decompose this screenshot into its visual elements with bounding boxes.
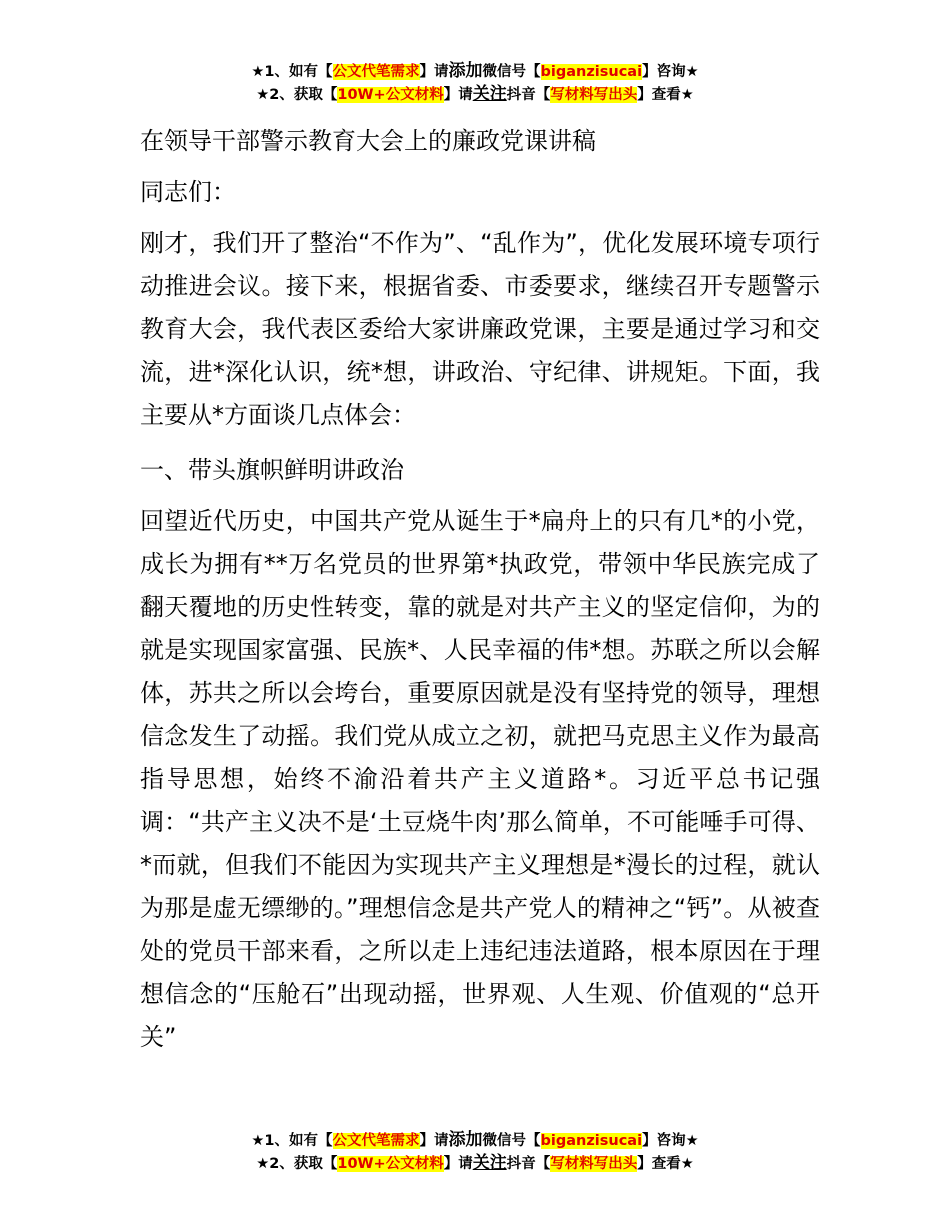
section-heading: 一、带头旗帜鲜明讲政治 [140,456,404,484]
highlight-materials: 10W+公文材料 [337,1156,444,1172]
banner-line-2: ★2、获取【10W+公文材料】请关注抖音【写材料写出头】查看★ [256,84,694,104]
highlight-ghostwriting: 公文代笔需求 [332,64,420,80]
highlight-wechat-id: biganzisucai [540,1133,643,1149]
banner-line-1: ★1、如有【公文代笔需求】请添加微信号【biganzisucai】咨询★ [251,61,699,81]
document-body [140,120,820,1071]
document-title: 在领导干部警示教育大会上的廉政党课讲稿 [140,127,596,155]
banner-line-2: ★2、获取【10W+公文材料】请关注抖音【写材料写出头】查看★ [256,1153,694,1173]
star-icon: ★ [685,1133,699,1149]
highlight-materials: 10W+公文材料 [337,87,444,103]
salutation: 同志们： [140,178,236,206]
banner-line-1: ★1、如有【公文代笔需求】请添加微信号【biganzisucai】咨询★ [251,1130,699,1150]
star-icon: ★ [680,87,694,103]
highlight-douyin-id: 写材料写出头 [550,1156,638,1172]
highlight-wechat-id: biganzisucai [540,64,643,80]
star-icon: ★ [256,1156,270,1172]
highlight-douyin-id: 写材料写出头 [550,87,638,103]
body-paragraph: 回望近代历史，中国共产党从诞生于*扁舟上的只有几*的小党，成长为拥有**万名党员的世界第*执政党，带领中华民族完成了翻天覆地的历史性转变，靠的就是对共产主义的坚定信仰，为的就是实现国家富强、民族*、人民幸福的伟*想。苏联之所以会解体，苏共之所以会垮台，重要原因就是没有坚持党的领导，理想信念发生了动摇。我们党从成立之初，就把马克思主义作为最高指导思想，始终不渝沿着共产主义道路*。习近平总书记强调：“共产主义决不是‘土豆烧牛肉’那么简单，不可能唾手可得、*而就，但我们不能因为实现共产主义理想是*漫长的过程，就认为那是虚无缥缈的。”理想信念是共产党人的精神之“钙”。从被查处的党员干部来看，之所以走上违纪违法道路，根本原因在于理想信念的“压舱石”出现动摇，世界观、人生观、价值观的“总开关” [140,507,820,1051]
highlight-ghostwriting: 公文代笔需求 [332,1133,420,1149]
star-icon: ★ [685,64,699,80]
star-icon: ★ [256,87,270,103]
star-icon: ★ [680,1156,694,1172]
footer-banner [0,1129,950,1175]
star-icon: ★ [251,64,265,80]
intro-paragraph: 刚才，我们开了整治“不作为”、“乱作为”，优化发展环境专项行动推进会议。接下来，根据省委、市委要求，继续召开专题警示教育大会，我代表区委给大家讲廉政党课，主要是通过学习和交流，进*深化认识，统*想，讲政治、守纪律、讲规矩。下面，我主要从*方面谈几点体会： [140,229,820,429]
star-icon: ★ [251,1133,265,1149]
header-banner [0,60,950,106]
